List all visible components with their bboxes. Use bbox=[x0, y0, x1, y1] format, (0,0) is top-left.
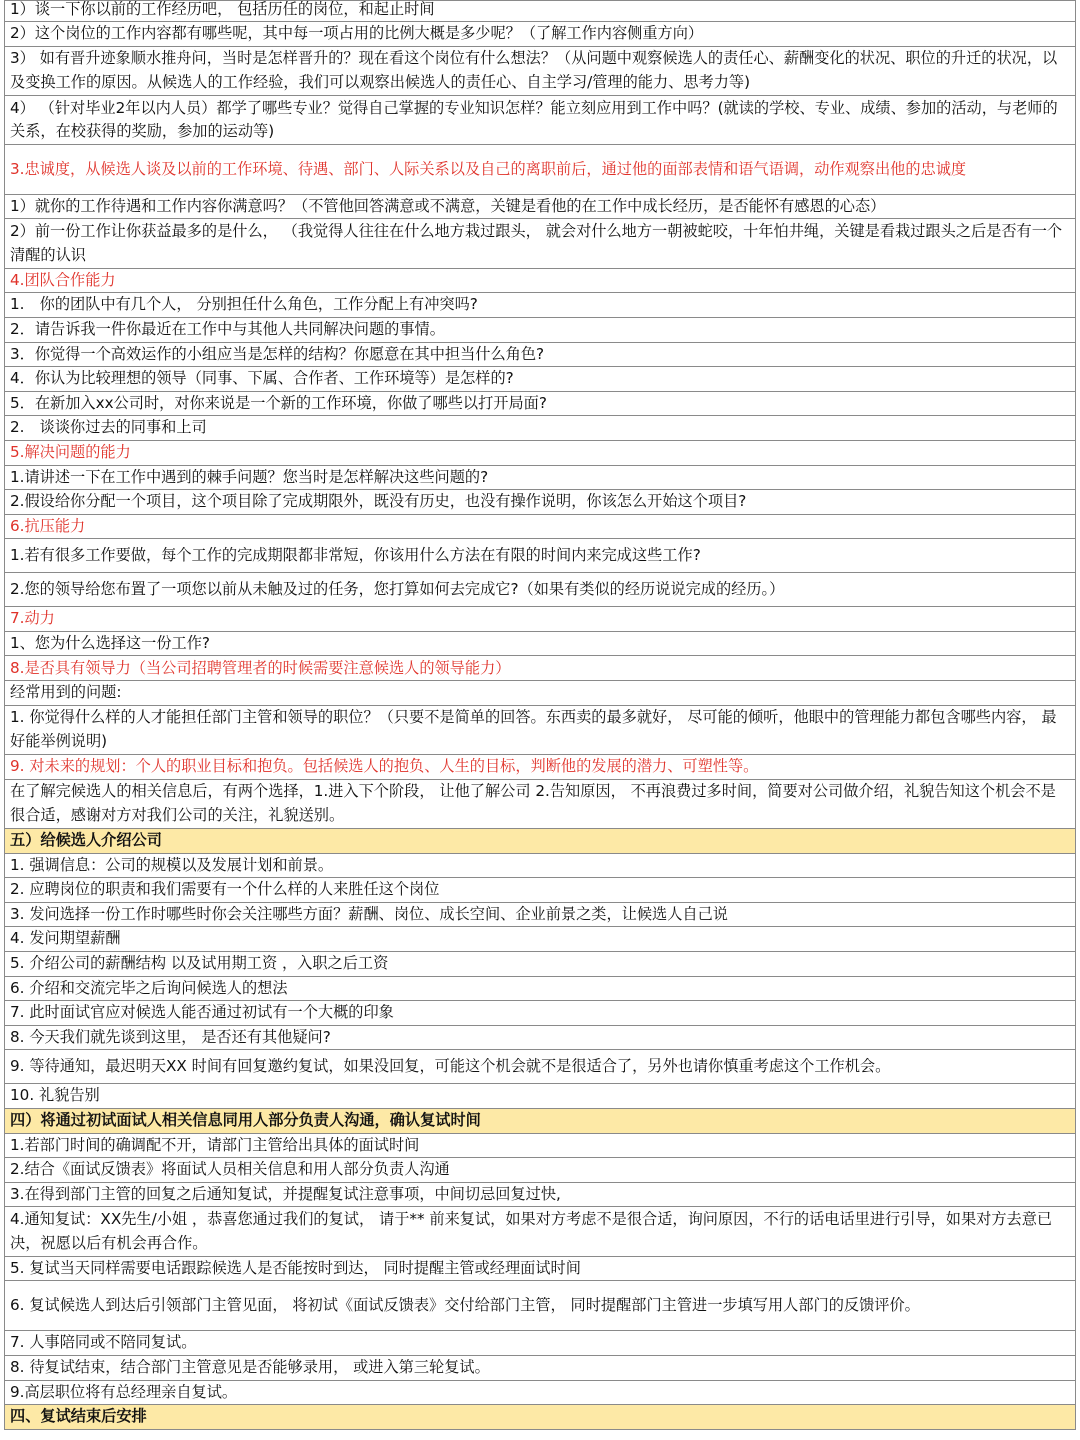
row-text: 6. 复试候选人到达后引领部门主管见面， 将初试《面试反馈表》交付给部门主管， 同时提醒部门主管进一步填写用人部门的反馈评价。 bbox=[10, 1296, 920, 1315]
row-text: 7. 人事陪同或不陪同复试。 bbox=[10, 1333, 197, 1352]
row-text: 5. 复试当天同样需要电话跟踪候选人是否能按时到达， 同时提醒主管或经理面试时间 bbox=[10, 1258, 581, 1277]
table-row bbox=[4, 22, 1076, 47]
table-row bbox=[4, 539, 1076, 573]
table-row bbox=[4, 1331, 1076, 1356]
row-text: 4） （针对毕业2年以内人员）都学了哪些专业？觉得自己掌握的专业知识怎样？能立刻应用到工作中吗？(就读的学校、专业、成绩、参加的活动，与老师的关系，在校获得的奖励，参加的运动等) bbox=[10, 98, 1058, 141]
row-text: 4.团队合作能力 bbox=[10, 270, 116, 289]
row-text: 四、复试结束后安排 bbox=[10, 1407, 147, 1426]
row-text: 1.若部门时间的确调配不开，请部门主管给出具体的面试时间 bbox=[10, 1135, 420, 1154]
row-text: 5．在新加入xx公司时，对你来说是一个新的工作环境，你做了哪些以打开局面? bbox=[10, 393, 547, 412]
row-text: 4.通知复试：XX先生/小姐 ，恭喜您通过我们的复试， 请于** 前来复试，如果对方考虑不是很合适，询问原因，不行的话电话里进行引导，如果对方去意已决，祝愿以后有机会再合作。 bbox=[10, 1210, 1053, 1252]
table-row bbox=[4, 416, 1076, 441]
table-row bbox=[4, 1, 1076, 22]
row-text: 3. 发问选择一份工作时哪些时你会关注哪些方面？薪酬、岗位、成长空间、企业前景之类，让候选人自己说 bbox=[10, 904, 728, 923]
section-header-introduce-company bbox=[4, 829, 1076, 854]
row-text: 2. 谈谈你过去的同事和上司 bbox=[10, 418, 207, 437]
row-text: 3.在得到部门主管的回复之后通知复试，并提醒复试注意事项，中间切忌回复过快, bbox=[10, 1184, 561, 1203]
row-text: 四）将通过初试面试人相关信息同用人部分负责人沟通，确认复试时间 bbox=[10, 1111, 481, 1130]
table-row bbox=[4, 293, 1076, 318]
table-row bbox=[4, 977, 1076, 1002]
row-text: 8. 今天我们就先谈到这里， 是否还有其他疑问? bbox=[10, 1027, 331, 1046]
row-text: 9.高层职位将有总经理亲自复试。 bbox=[10, 1382, 238, 1401]
table-row bbox=[4, 466, 1076, 491]
table-row bbox=[4, 96, 1076, 145]
row-text: 4. 发问期望薪酬 bbox=[10, 929, 121, 948]
table-row bbox=[4, 854, 1076, 879]
table-row bbox=[4, 927, 1076, 952]
table-row bbox=[4, 343, 1076, 368]
row-text: 7.动力 bbox=[10, 609, 55, 628]
row-text: 2．请告诉我一件你最近在工作中与其他人共同解决问题的事情。 bbox=[10, 319, 445, 338]
row-text: 2.结合《面试反馈表》将面试人员相关信息和用人部分负责人沟通 bbox=[10, 1160, 450, 1179]
row-text: 1）谈一下你以前的工作经历吧， 包括历任的岗位，和起止时间 bbox=[10, 1, 435, 18]
section-heading-problem-solving bbox=[4, 441, 1076, 466]
row-text: 1）就你的工作待遇和工作内容你满意吗？（不管他回答满意或不满意，关键是看他的在工作中成长经历，是否能怀有感恩的心态） bbox=[10, 196, 886, 215]
table-row bbox=[4, 706, 1076, 755]
table-row bbox=[4, 219, 1076, 268]
section-header-after-retest bbox=[4, 1405, 1076, 1430]
row-text: 五）给候选人介绍公司 bbox=[10, 831, 162, 850]
table-row bbox=[4, 1183, 1076, 1208]
table-row bbox=[4, 903, 1076, 928]
table-row bbox=[4, 1001, 1076, 1026]
table-row bbox=[4, 573, 1076, 607]
row-text: 3） 如有晋升迹象顺水推舟问，当时是怎样晋升的？现在看这个岗位有什么想法？（从问题中观察候选人的责任心、薪酬变化的状况、职位的升迁的状况，以及变换工作的原因。从候选人的工作经验，我们可以观察出候选人的责任心、自主学习/管理的能力、思考力等) bbox=[10, 49, 1058, 91]
row-text: 6. 介绍和交流完毕之后询问候选人的想法 bbox=[10, 978, 288, 997]
interview-guide-table bbox=[4, 0, 1076, 1430]
section-header-retest-scheduling bbox=[4, 1109, 1076, 1134]
table-row bbox=[4, 318, 1076, 343]
table-row bbox=[4, 681, 1076, 706]
table-row bbox=[4, 1158, 1076, 1183]
row-text: 8.是否具有领导力（当公司招聘管理者的时候需要注意候选人的领导能力） bbox=[10, 658, 511, 677]
table-row bbox=[4, 780, 1076, 829]
table-row bbox=[4, 195, 1076, 220]
row-text: 5.解决问题的能力 bbox=[10, 442, 131, 461]
section-heading-motivation bbox=[4, 607, 1076, 632]
section-heading-leadership bbox=[4, 656, 1076, 681]
row-text: 8. 待复试结束，结合部门主管意见是否能够录用， 或进入第三轮复试。 bbox=[10, 1357, 490, 1376]
row-text: 5. 介绍公司的薪酬结构 以及试用期工资 ，入职之后工资 bbox=[10, 954, 389, 973]
row-text: 经常用到的问题: bbox=[10, 683, 122, 702]
row-text: 1. 你觉得什么样的人才能担任部门主管和领导的职位？（只要不是简单的回答。东西卖的最多就好， 尽可能的倾听，他眼中的管理能力都包含哪些内容， 最好能举例说明) bbox=[10, 708, 1057, 750]
row-text: 10. 礼貌告别 bbox=[10, 1086, 100, 1105]
table-row bbox=[4, 1084, 1076, 1109]
row-text: 9. 等待通知，最迟明天XX 时间有回复邀约复试，如果没回复，可能这个机会就不是很适合了，另外也请你慎重考虑这个工作机会。 bbox=[10, 1057, 891, 1076]
row-text: 3.忠诚度，从候选人谈及以前的工作环境、待遇、部门、人际关系以及自己的离职前后，通过他的面部表情和语气语调，动作观察出他的忠诚度 bbox=[10, 159, 967, 178]
table-row bbox=[4, 1257, 1076, 1282]
table-row bbox=[4, 1207, 1076, 1256]
row-text: 1、您为什么选择这一份工作? bbox=[10, 633, 210, 652]
table-row bbox=[4, 1050, 1076, 1084]
row-text: 2）这个岗位的工作内容都有哪些呢，其中每一项占用的比例大概是多少呢？（了解工作内容侧重方向） bbox=[10, 24, 704, 43]
table-row bbox=[4, 392, 1076, 417]
row-text: 2.您的领导给您布置了一项您以前从未触及过的任务，您打算如何去完成它?（如果有类似的经历说说完成的经历。） bbox=[10, 580, 785, 599]
table-row bbox=[4, 632, 1076, 657]
table-row bbox=[4, 1134, 1076, 1159]
table-row bbox=[4, 878, 1076, 903]
row-text: 4．你认为比较理想的领导（同事、下属、合作者、工作环境等）是怎样的? bbox=[10, 369, 514, 388]
row-text: 1.若有很多工作要做，每个工作的完成期限都非常短，你该用什么方法在有限的时间内来完成这些工作? bbox=[10, 546, 701, 565]
row-text: 2）前一份工作让你获益最多的是什么， （我觉得人往往在什么地方栽过跟头， 就会对什么地方一朝被蛇咬，十年怕井绳，关键是看栽过跟头之后是否有一个清醒的认识 bbox=[10, 222, 1063, 264]
row-text: 6.抗压能力 bbox=[10, 516, 86, 535]
section-heading-stress bbox=[4, 515, 1076, 540]
row-text: 2. 应聘岗位的职责和我们需要有一个什么样的人来胜任这个岗位 bbox=[10, 880, 440, 899]
table-row bbox=[4, 490, 1076, 515]
row-text: 2.假设给你分配一个项目，这个项目除了完成期限外，既没有历史，也没有操作说明，你该怎么开始这个项目? bbox=[10, 492, 747, 511]
row-text: 9. 对未来的规划：个人的职业目标和抱负。包括候选人的抱负、人生的目标，判断他的发展的潜力、可塑性等。 bbox=[10, 757, 759, 776]
section-heading-future-plans bbox=[4, 755, 1076, 780]
section-heading-teamwork bbox=[4, 269, 1076, 294]
table-row bbox=[4, 1356, 1076, 1381]
row-text: 在了解完候选人的相关信息后，有两个选择，1.进入下个阶段， 让他了解公司 2.告知原因， 不再浪费过多时间，简要对公司做介绍，礼貌告知这个机会不是很合适，感谢对方对我们公司的关注，礼貌送别。 bbox=[10, 782, 1056, 824]
row-text: 3．你觉得一个高效运作的小组应当是怎样的结构？你愿意在其中担当什么角色? bbox=[10, 344, 545, 363]
row-text: 1.请讲述一下在工作中遇到的棘手问题？您当时是怎样解决这些问题的? bbox=[10, 467, 489, 486]
row-text: 7. 此时面试官应对候选人能否通过初试有一个大概的印象 bbox=[10, 1003, 394, 1022]
table-row bbox=[4, 1026, 1076, 1051]
row-text: 1. 强调信息：公司的规模以及发展计划和前景。 bbox=[10, 855, 334, 874]
section-heading-loyalty bbox=[4, 145, 1076, 194]
table-row bbox=[4, 952, 1076, 977]
table-row bbox=[4, 367, 1076, 392]
table-row bbox=[4, 1381, 1076, 1406]
table-row bbox=[4, 1281, 1076, 1331]
table-row bbox=[4, 47, 1076, 96]
row-text: 1. 你的团队中有几个人， 分别担任什么角色，工作分配上有冲突吗? bbox=[10, 295, 478, 314]
